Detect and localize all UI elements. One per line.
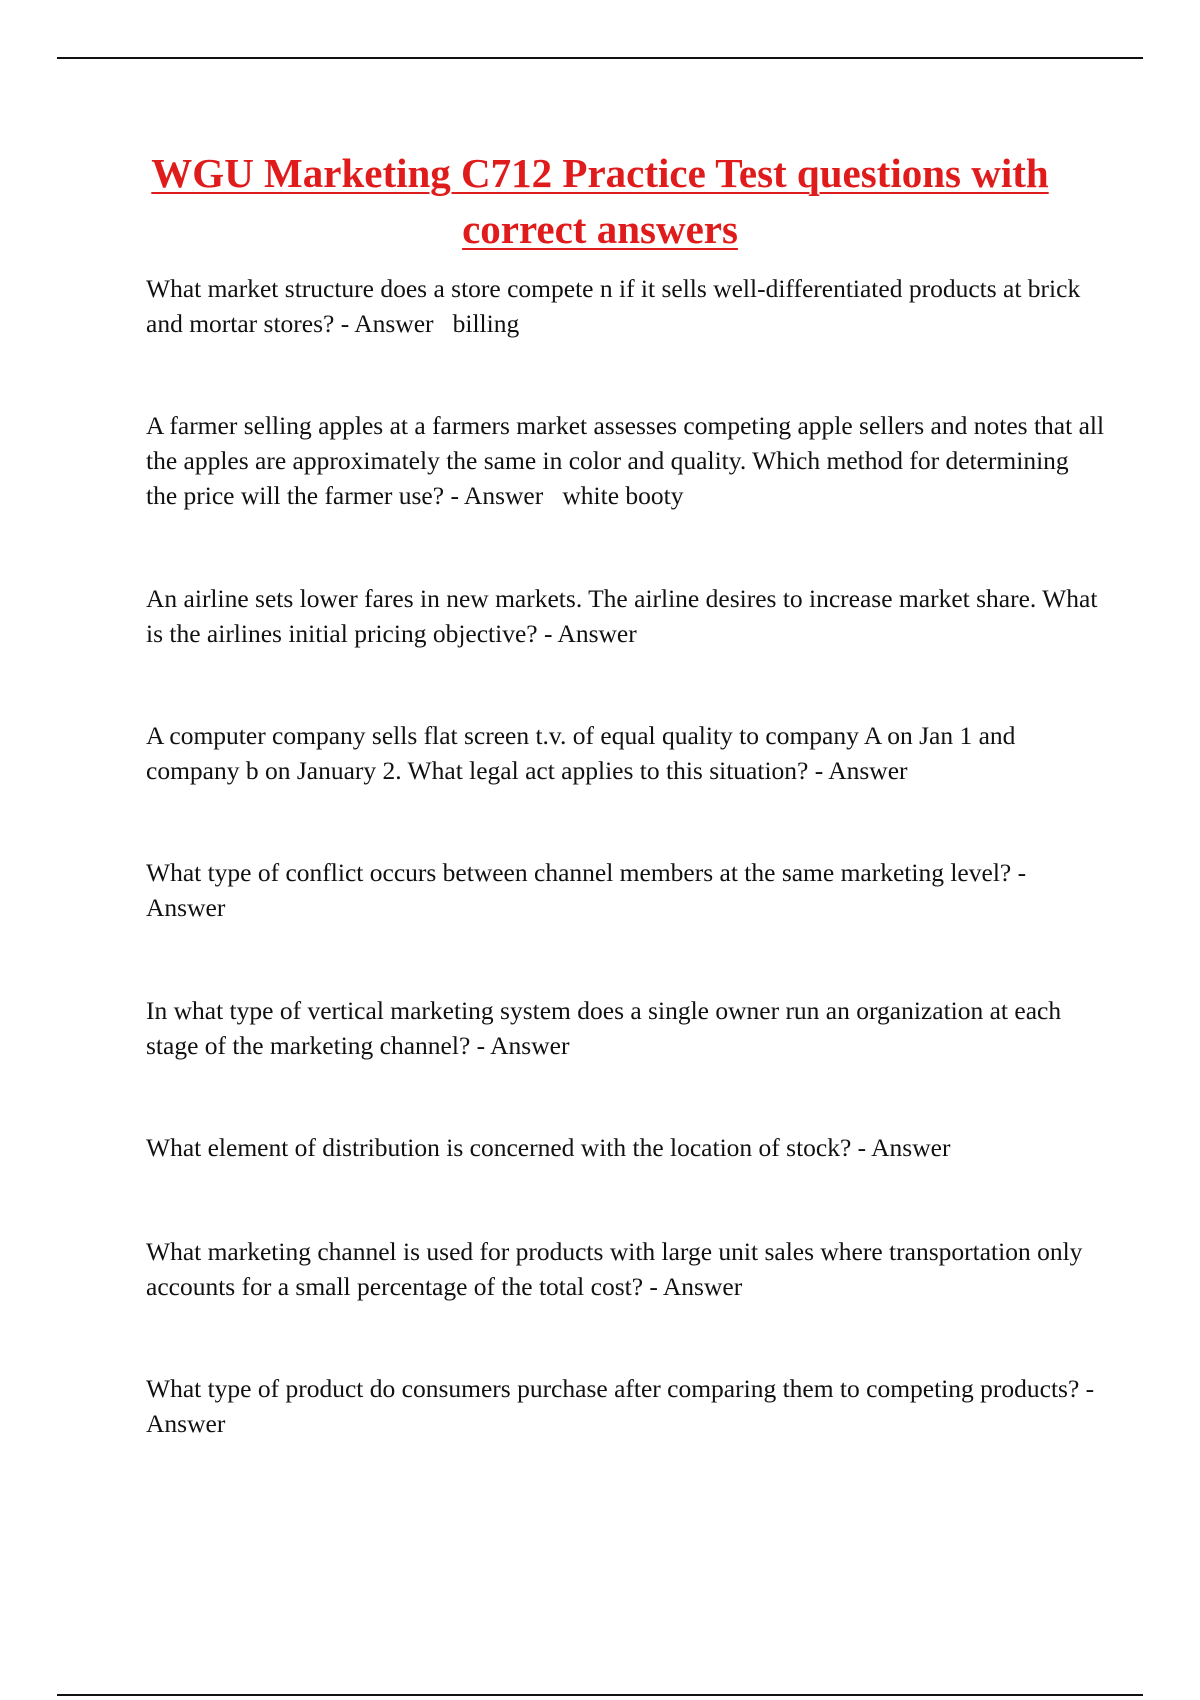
answer-text: billing [452, 309, 520, 338]
question-text: What type of product do consumers purchase after comparing them to competing products? [146, 1374, 1080, 1403]
document-title: WGU Marketing C712 Practice Test questions with correct answers [151, 150, 1049, 252]
answer-label: - Answer [450, 481, 544, 510]
question-text: In what type of vertical marketing system does a single owner run an organization at each stage of the marketing channel? [146, 996, 1062, 1060]
question-text: An airline sets lower fares in new markets. The airline desires to increase market share. What is the airlines initial pricing objective? [146, 584, 1098, 648]
qa-item [146, 855, 1106, 925]
qa-item [146, 718, 1106, 788]
qa-item [146, 408, 1106, 513]
question-text: What marketing channel is used for products with large unit sales where transportation only accounts for a small percentage of the total cost? [146, 1237, 1083, 1301]
answer-label: - Answer [146, 1374, 1095, 1438]
qa-item [146, 271, 1106, 341]
qa-item [146, 581, 1106, 651]
answer-label: - Answer [476, 1031, 570, 1060]
qa-item [146, 1234, 1106, 1304]
qa-item [146, 1371, 1106, 1441]
qa-item [146, 993, 1106, 1063]
answer-label: - Answer [814, 756, 908, 785]
answer-text: white booty [562, 481, 684, 510]
answer-label: - Answer [543, 619, 637, 648]
bottom-rule [57, 1694, 1143, 1696]
qa-item [146, 1130, 1106, 1165]
question-text: What type of conflict occurs between channel members at the same marketing level? [146, 858, 1012, 887]
question-text: A farmer selling apples at a farmers market assesses competing apple sellers and notes that all the apples are approximately the same in color and quality. Which method for determining the price will the farmer use? [146, 411, 1105, 510]
question-text: What market structure does a store compete n if it sells well-differentiated products at brick and mortar stores? [146, 274, 1081, 338]
question-text: A computer company sells flat screen t.v. of equal quality to company A on Jan 1 and company b on January 2. What legal act applies to this situation? [146, 721, 1016, 785]
answer-label: - Answer [649, 1272, 743, 1301]
answer-label: - Answer [340, 309, 434, 338]
question-text: What element of distribution is concerned with the location of stock? [146, 1133, 852, 1162]
answer-label: - Answer [146, 858, 1027, 922]
answer-label: - Answer [857, 1133, 951, 1162]
top-rule [57, 57, 1143, 59]
